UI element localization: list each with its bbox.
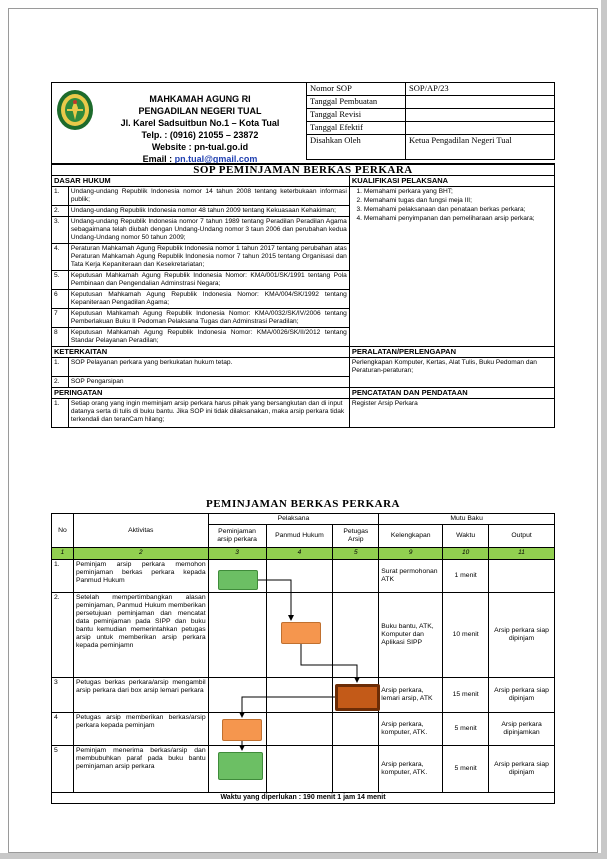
keterkaitan-num: 2. <box>52 377 69 388</box>
header-pelaksana: Pelaksana <box>208 514 379 525</box>
header-waktu: Waktu <box>443 525 489 548</box>
pencatatan-text: Register Arsip Perkara <box>349 399 554 428</box>
flow-row-kelengkapan: Arsip perkara, lemari arsip, ATK <box>379 678 443 713</box>
flow-row-no: 2. <box>52 593 74 678</box>
col-number: 9 <box>379 548 443 560</box>
flow-row <box>52 678 555 713</box>
dasar-hukum-item: Keputusan Mahkamah Agung Republik Indonesia Nomor: KMA/001/SK/1991 tentang Pola Pembinaan dan Pengendalian Adminstrasi Negara; <box>68 271 349 290</box>
flow-cell-petugas <box>333 746 379 793</box>
flow-row <box>52 560 555 593</box>
total-time: Waktu yang diperlukan : 190 menit 1 jam 14 menit <box>52 793 555 804</box>
flow-cell-panmud <box>266 746 333 793</box>
flow-cell-panmud <box>266 560 333 593</box>
institution-website: Website : pn-tual.go.id <box>151 142 249 152</box>
flow-row-aktivitas: Setelah mempertimbangkan alasan peminjaman, Panmud Hukum memberikan persetujuan peminjaman dan mencatat data peminjaman pada SIPP dan buku bantu kemudian memerintahkan petugas arsip untuk memberikan arsip perkara kepada peminjamn <box>73 593 208 678</box>
dasar-hukum-num: 4. <box>52 244 69 271</box>
flow-step-5-shape <box>218 752 263 780</box>
kualifikasi-item: 3. Memahami pelaksanaan dan penataan berkas perkara; <box>364 206 552 214</box>
keterkaitan-item: SOP Pelayanan perkara yang berkukatan hukum tetap. <box>68 358 349 377</box>
meta-row <box>307 96 555 109</box>
kualifikasi-item: 1. Memahami perkara yang BHT; <box>364 188 552 196</box>
header-aktivitas: Aktivitas <box>73 514 208 548</box>
meta-value <box>406 96 555 109</box>
flow-row-kelengkapan: Arsip perkara, komputer, ATK. <box>379 713 443 746</box>
col-number: 4 <box>266 548 333 560</box>
flow-title: PEMINJAMAN BERKAS PERKARA <box>206 498 400 510</box>
meta-label: Tanggal Efektif <box>307 122 406 135</box>
dasar-hukum-num: 6 <box>52 290 69 309</box>
keterkaitan-heading: KETERKAITAN <box>52 347 350 358</box>
dasar-hukum-num: 1. <box>52 187 69 206</box>
flow-row-kelengkapan: Surat permohonan ATK <box>379 560 443 593</box>
meta-value: Ketua Pengadilan Negeri Tual <box>406 135 555 160</box>
flow-row-output: Arsip perkara dipinjamkan <box>489 713 555 746</box>
dasar-hukum-num: 3. <box>52 217 69 244</box>
kualifikasi-item: 4. Memahami penyimpanan dan pemeliharaan arsip perkara; <box>364 215 552 223</box>
flow-row-output: Arsip perkara siap dipinjam <box>489 593 555 678</box>
meta-label: Nomor SOP <box>307 83 406 96</box>
flow-row-output: Arsip perkara siap dipinjam <box>489 746 555 793</box>
flow-step-3-shape <box>335 684 380 711</box>
dasar-hukum-num: 7 <box>52 309 69 328</box>
flow-row-no: 3 <box>52 678 74 713</box>
keterkaitan-item: SOP Pengarsipan <box>68 377 349 388</box>
dasar-hukum-row <box>52 187 555 206</box>
institution-email: Email : pn.tual@gmail.com <box>142 154 258 164</box>
flow-row-aktivitas: Peminjam arsip perkara memohon peminjaman berkas perkara kepada Panmud Hukum <box>73 560 208 593</box>
peralatan-heading: PERALATAN/PERLENGAPAN <box>349 347 554 358</box>
meta-row <box>307 122 555 135</box>
dasar-hukum-item: Undang-undang Republik Indonesia nomor 7 tahun 1989 tentang Peradilan Peradilan Agama sebagaimana telah diubah dengan Undang-Undang nomor 3 taun 2006 dan perubahan kedua Undang-Undang nomor 50 tahun 2009; <box>68 217 349 244</box>
peralatan-text: Perlengkapan Komputer, Kertas, Alat Tulis, Buku Pedoman dan Peraturan-peraturan; <box>349 358 554 388</box>
dasar-hukum-item: Keputusan Mahkamah Agung Republik Indonesia Nomor: KMA/004/SK/1992 tentang Kepaniteraan Pengadilan Agama; <box>68 290 349 309</box>
col-number: 2 <box>73 548 208 560</box>
dasar-hukum-heading: DASAR HUKUM <box>52 176 350 187</box>
institution-name: MAHKAMAH AGUNG RI <box>149 94 251 104</box>
col-number: 10 <box>443 548 489 560</box>
kualifikasi-list <box>349 187 554 347</box>
flow-row-waktu: 1 menit <box>443 560 489 593</box>
institution-block <box>100 93 300 165</box>
flow-cell-panmud <box>266 678 333 713</box>
flow-row <box>52 713 555 746</box>
flow-row-waktu: 10 menit <box>443 593 489 678</box>
dasar-hukum-num: 5. <box>52 271 69 290</box>
header-actor-panmud: Panmud Hukum <box>266 525 333 548</box>
institution-address: Jl. Karel Sadsuitbun No.1 – Kota Tual <box>120 118 280 128</box>
dasar-hukum-item: Keputusan Mahkamah Agung Republik Indonesia Nomor: KMA/0026/SK/II/2012 tentang Standar Pelayanan Peradilan; <box>68 328 349 347</box>
meta-value: SOP/AP/23 <box>406 83 555 96</box>
meta-label: Tanggal Revisi <box>307 109 406 122</box>
flow-cell-petugas <box>333 593 379 678</box>
header-kelengkapan: Kelengkapan <box>379 525 443 548</box>
column-number-row <box>52 548 555 560</box>
meta-value <box>406 122 555 135</box>
peringatan-text: Setiap orang yang ingin meminjam arsip perkara harus pihak yang bersangkutan dan di input datanya serta di tulis di buku bantu. Jika SOP ini tidak dilaksanakan, maka arsip perkara tidak terkendali dan teranCam hilang; <box>68 399 349 428</box>
peringatan-num: 1. <box>52 399 69 428</box>
flow-step-1-shape <box>218 570 258 590</box>
dasar-hukum-item: Peraturan Mahkamah Agung Republik Indonesia nomor 1 tahun 2017 tentang perubahan atas Peraturan Mahkamah Agung Republik Indonesia nomor 7 tahun 2015 tentang Organisasi dan Tata Kerja Kepaniteraan dan Kesekretariatan; <box>68 244 349 271</box>
flow-row-kelengkapan: Buku bantu, ATK, Komputer dan Aplikasi SIPP <box>379 593 443 678</box>
email-link[interactable]: pn.tual@gmail.com <box>174 154 258 164</box>
dasar-hukum-num: 8 <box>52 328 69 347</box>
pencatatan-heading: PENCATATAN DAN PENDATAAN <box>349 388 554 399</box>
dasar-hukum-item: Keputusan Mahkamah Agung Republik Indonesia Nomor: KMA/0032/SK/IV/2006 tentang Pemberlakuan Buku II Pedoman Pelaksana Tugas dan Adminstrasi Peradilan; <box>68 309 349 328</box>
dasar-hukum-item: Undang-undang Republik Indonesia nomor 48 tahun 2009 tentang Kekuasaan Kehakiman; <box>68 206 349 217</box>
flow-row-aktivitas: Peminjam menerima berkas/arsip dan membubuhkan paraf pada buku bantu peminjaman arsip perkara <box>73 746 208 793</box>
flow-row <box>52 746 555 793</box>
col-number: 5 <box>333 548 379 560</box>
court-emblem-icon <box>55 89 95 131</box>
meta-row <box>307 83 555 96</box>
kualifikasi-heading: KUALIFIKASI PELAKSANA <box>349 176 554 187</box>
peringatan-heading: PERINGATAN <box>52 388 350 399</box>
flow-step-2-shape <box>281 622 321 644</box>
meta-value <box>406 109 555 122</box>
dasar-hukum-num: 2. <box>52 206 69 217</box>
header-output: Output <box>489 525 555 548</box>
flow-cell-petugas <box>333 560 379 593</box>
header-no: No <box>52 514 74 548</box>
dasar-hukum-item: Undang-undang Republik Indonesia nomor 14 tahun 2008 tentang keterbukaan informasi publik; <box>68 187 349 206</box>
col-number: 1 <box>52 548 74 560</box>
meta-row <box>307 135 555 160</box>
meta-label: Disahkan Oleh <box>307 135 406 160</box>
flow-row-no: 1. <box>52 560 74 593</box>
flow-cell-panmud <box>266 713 333 746</box>
meta-row <box>307 109 555 122</box>
col-number: 11 <box>489 548 555 560</box>
flow-row-waktu: 15 menit <box>443 678 489 713</box>
flow-cell-peminjam <box>208 678 266 713</box>
col-number: 3 <box>208 548 266 560</box>
institution-phone: Telp. : (0916) 21055 – 23872 <box>141 130 259 140</box>
flow-row-no: 4 <box>52 713 74 746</box>
flow-cell-petugas <box>333 713 379 746</box>
header-actor-petugas: Petugas Arsip <box>333 525 379 548</box>
flow-row-aktivitas: Petugas arsip memberikan berkas/arsip perkara kepada peminjam <box>73 713 208 746</box>
flow-table <box>51 513 555 804</box>
header-actor-peminjam: Peminjaman arsip perkara <box>208 525 266 548</box>
flow-cell-peminjam <box>208 593 266 678</box>
kualifikasi-item: 2. Memahami tugas dan fungsi meja III; <box>364 197 552 205</box>
sop-meta-table <box>306 82 555 160</box>
sop-table <box>51 164 555 428</box>
flow-row-waktu: 5 menit <box>443 713 489 746</box>
flow-step-4-shape <box>222 719 262 741</box>
header-mutu-baku: Mutu Baku <box>379 514 555 525</box>
institution-court: PENGADILAN NEGERI TUAL <box>138 106 262 116</box>
flow-row-aktivitas: Petugas berkas perkara/arsip mengambil arsip perkara dari box arsip lemari perkara <box>73 678 208 713</box>
keterkaitan-num: 1. <box>52 358 69 377</box>
sop-title: SOP PEMINJAMAN BERKAS PERKARA <box>52 165 555 176</box>
meta-label: Tanggal Pembuatan <box>307 96 406 109</box>
flow-row-no: 5 <box>52 746 74 793</box>
flow-row-waktu: 5 menit <box>443 746 489 793</box>
flow-row-output <box>489 560 555 593</box>
flow-row-output: Arsip perkara siap dipinjam <box>489 678 555 713</box>
flow-row-kelengkapan: Arsip perkara, komputer, ATK. <box>379 746 443 793</box>
